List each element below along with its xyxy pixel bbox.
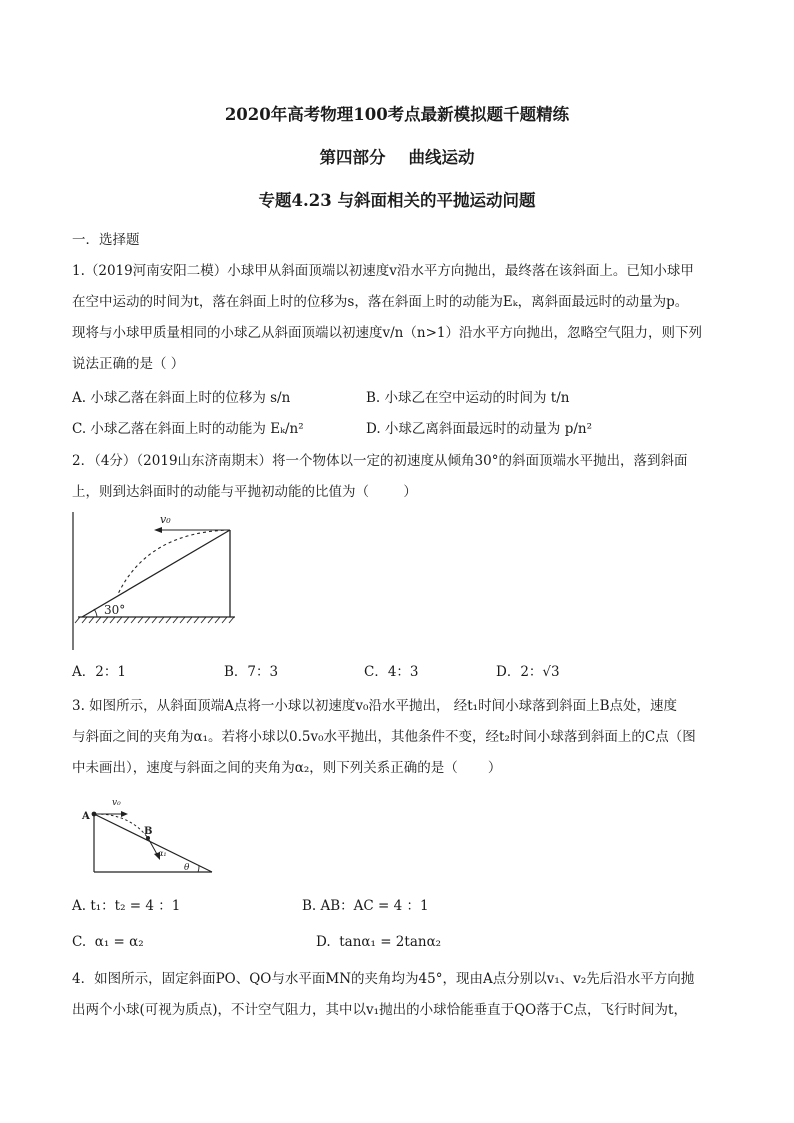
q1-line-4: 说法正确的是（ ）: [72, 356, 185, 372]
q3-arrow-head: [121, 811, 128, 817]
q2-option-c: C．4：3: [364, 664, 419, 680]
q3-incline-figure: [80, 792, 220, 878]
q3-option-c: C. α₁ = α₂: [72, 934, 144, 950]
q1-line-1: 1.（2019河南安阳二模）小球甲从斜面顶端以初速度v沿水平方向抛出，最终落在该斜面上。已知小球甲: [72, 263, 694, 279]
q3-incline-line: [94, 814, 212, 872]
q2-angle-arc: [94, 609, 97, 617]
q1-line-2: 在空中运动的时间为t，落在斜面上时的位移为s，落在斜面上时的动能为Eₖ，离斜面最远时的动量为p。: [72, 294, 689, 310]
q3-theta-label: θ: [184, 863, 190, 873]
q1-option-b: B. 小球乙在空中运动的时间为 t/n: [366, 390, 570, 406]
topic-title: 专题4.23 与斜面相关的平抛运动问题: [258, 191, 536, 210]
q2-angle-label: 30°: [104, 603, 126, 617]
part-title: 第四部分 曲线运动: [319, 148, 475, 167]
q3-theta-arc: [198, 866, 199, 872]
q3-option-a: A. t₁：t₂ = 4 ：1: [72, 898, 181, 914]
document-title: 2020年高考物理100考点最新模拟题千题精练: [224, 105, 570, 124]
q3-alpha-label: α₁: [158, 849, 167, 858]
q3-trajectory: [96, 814, 148, 838]
q3-point-b-label: B: [144, 826, 153, 837]
q2-option-a: A．2：1: [72, 664, 126, 680]
q3-option-d: D. tanα₁ = 2tanα₂: [316, 934, 442, 950]
q1-line-3: 现将与小球甲质量相同的小球乙从斜面顶端以初速度v/n（n>1）沿水平方向抛出，忽略空气阻力，则下列: [72, 325, 702, 341]
q3-point-a-dot: [92, 812, 97, 817]
q2-option-d: D．2：√3: [496, 664, 560, 680]
q3-line-2: 与斜面之间的夹角为α₁。若将小球以0.5v₀水平抛出，其他条件不变，经t₂时间小球落到斜面上的C点（图: [72, 729, 696, 745]
q3-velocity-label: v₀: [112, 798, 121, 808]
q1-option-d: D. 小球乙离斜面最远时的动量为 p/n²: [366, 421, 593, 437]
q2-arrow-head: [154, 527, 162, 533]
q3-line-3: 中未画出），速度与斜面之间的夹角为α₂，则下列关系正确的是（ ）: [72, 760, 502, 776]
q3-option-b: B. AB：AC = 4 ：1: [302, 898, 429, 914]
q2-incline-figure: [70, 510, 245, 652]
q2-line-1: 2．（4分）（2019山东济南期末）将一个物体以一定的初速度从倾角30°的斜面顶端水平抛出，落到斜面: [72, 453, 688, 469]
section-heading: 一．选择题: [72, 232, 140, 248]
q3-point-a-label: A: [82, 811, 90, 822]
q2-option-b: B．7：3: [224, 664, 279, 680]
q4-line-1: 4．如图所示，固定斜面PO、QO与水平面MN的夹角均为45°，现由A点分别以v₁、v₂先后沿水平方向抛: [72, 971, 695, 987]
q2-line-2: 上，则到达斜面时的动能与平抛初动能的比值为（ ）: [72, 484, 417, 500]
q4-line-2: 出两个小球(可视为质点)，不计空气阻力，其中以v₁抛出的小球恰能垂直于QO落于C点，飞行时间为t，: [72, 1002, 687, 1018]
q1-option-a: A. 小球乙落在斜面上时的位移为 s/n: [72, 390, 291, 406]
q2-velocity-label: v₀: [160, 513, 171, 526]
q2-ground-hatch: [75, 617, 234, 623]
q3-line-1: 3. 如图所示，从斜面顶端A点将一小球以初速度v₀沿水平抛出， 经t₁时间小球落到斜面上B点处，速度: [72, 698, 678, 714]
q1-option-c: C. 小球乙落在斜面上时的动能为 Eₖ/n²: [72, 421, 304, 437]
